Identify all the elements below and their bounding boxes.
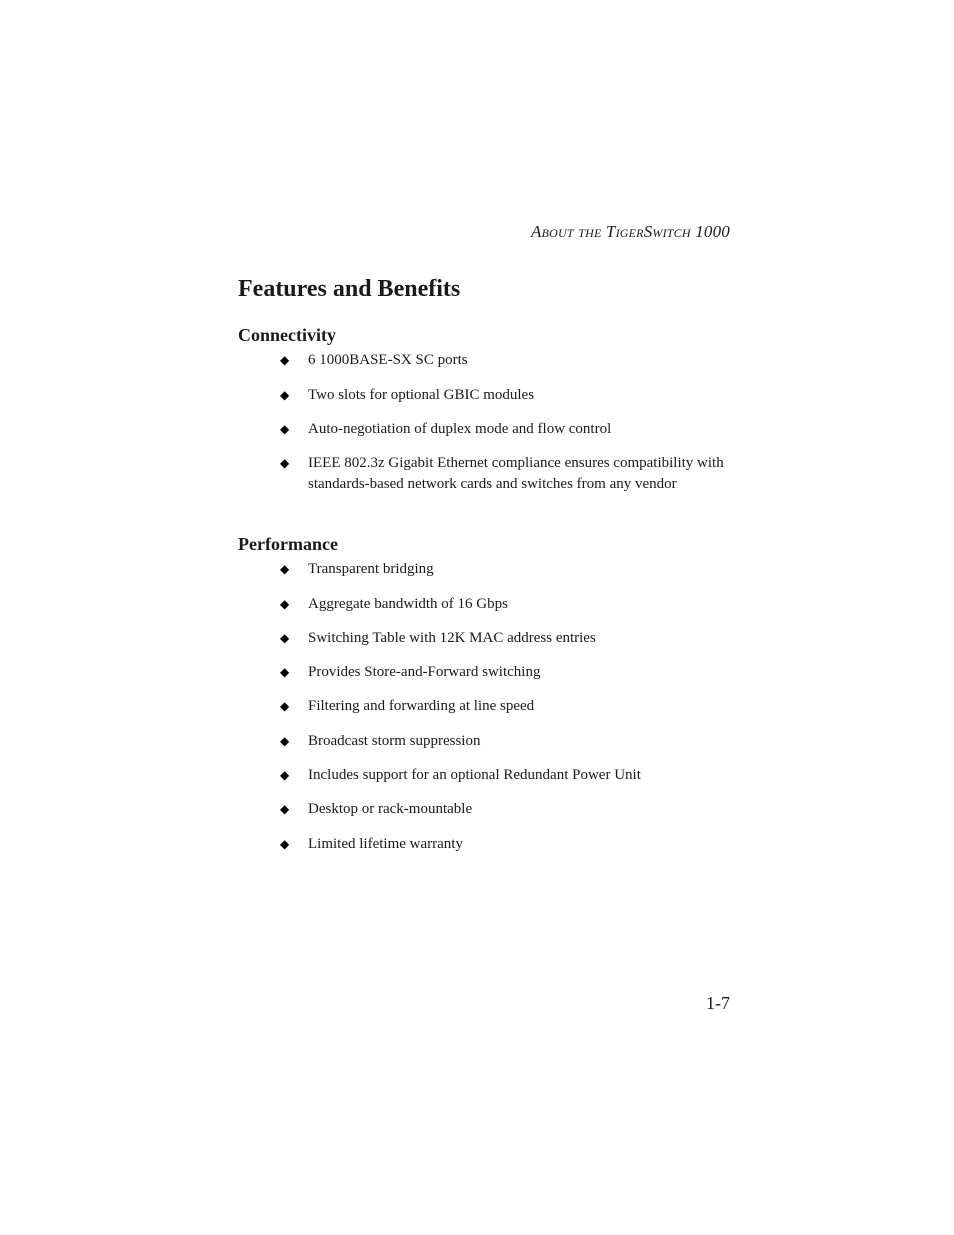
list-item xyxy=(280,559,740,580)
diamond-icon: ◆ xyxy=(280,768,290,782)
diamond-icon: ◆ xyxy=(280,802,290,816)
diamond-icon: ◆ xyxy=(280,388,290,402)
list-item-text: Limited lifetime warranty xyxy=(308,836,463,852)
list-item-text: Switching Table with 12K MAC address entries xyxy=(308,630,596,646)
list-item-text: Aggregate bandwidth of 16 Gbps xyxy=(308,596,508,612)
diamond-icon: ◆ xyxy=(280,734,290,748)
list-item xyxy=(280,662,740,683)
list-item xyxy=(280,696,740,717)
page-number: 1-7 xyxy=(706,993,730,1013)
page-title: Features and Benefits xyxy=(238,276,461,302)
list-item-text: Includes support for an optional Redundant Power Unit xyxy=(308,767,641,783)
list-item-text: 6 1000BASE-SX SC ports xyxy=(308,352,468,368)
list-item-text: Desktop or rack-mountable xyxy=(308,801,473,817)
list-item-text: Two slots for optional GBIC modules xyxy=(308,387,535,403)
list-item xyxy=(280,594,740,615)
list-item-text: IEEE 802.3z Gigabit Ethernet compliance ensures compatibility with standards-based network cards and switches from any vendor xyxy=(308,455,724,492)
diamond-icon: ◆ xyxy=(280,597,290,611)
list-item-text: Filtering and forwarding at line speed xyxy=(308,698,535,714)
list-item xyxy=(280,628,740,649)
list-item-text: Broadcast storm suppression xyxy=(308,733,481,749)
diamond-icon: ◆ xyxy=(280,456,290,470)
diamond-icon: ◆ xyxy=(280,353,290,367)
list-item xyxy=(280,731,740,752)
list-item xyxy=(280,453,740,494)
list-item xyxy=(280,419,740,440)
section-heading-connectivity: Connectivity xyxy=(238,325,336,345)
diamond-icon: ◆ xyxy=(280,631,290,645)
diamond-icon: ◆ xyxy=(280,665,290,679)
list-item xyxy=(280,385,740,406)
section-heading-performance: Performance xyxy=(238,534,338,554)
diamond-icon: ◆ xyxy=(280,837,290,851)
list-item-text: Transparent bridging xyxy=(308,561,434,577)
diamond-icon: ◆ xyxy=(280,422,290,436)
diamond-icon: ◆ xyxy=(280,562,290,576)
list-item-text: Provides Store-and-Forward switching xyxy=(308,664,541,680)
list-item xyxy=(280,799,740,820)
list-item xyxy=(280,834,740,855)
list-item xyxy=(280,765,740,786)
list-item xyxy=(280,350,740,371)
diamond-icon: ◆ xyxy=(280,699,290,713)
list-item-text: Auto-negotiation of duplex mode and flow control xyxy=(308,421,612,437)
running-header: About the TigerSwitch 1000 xyxy=(531,222,730,241)
